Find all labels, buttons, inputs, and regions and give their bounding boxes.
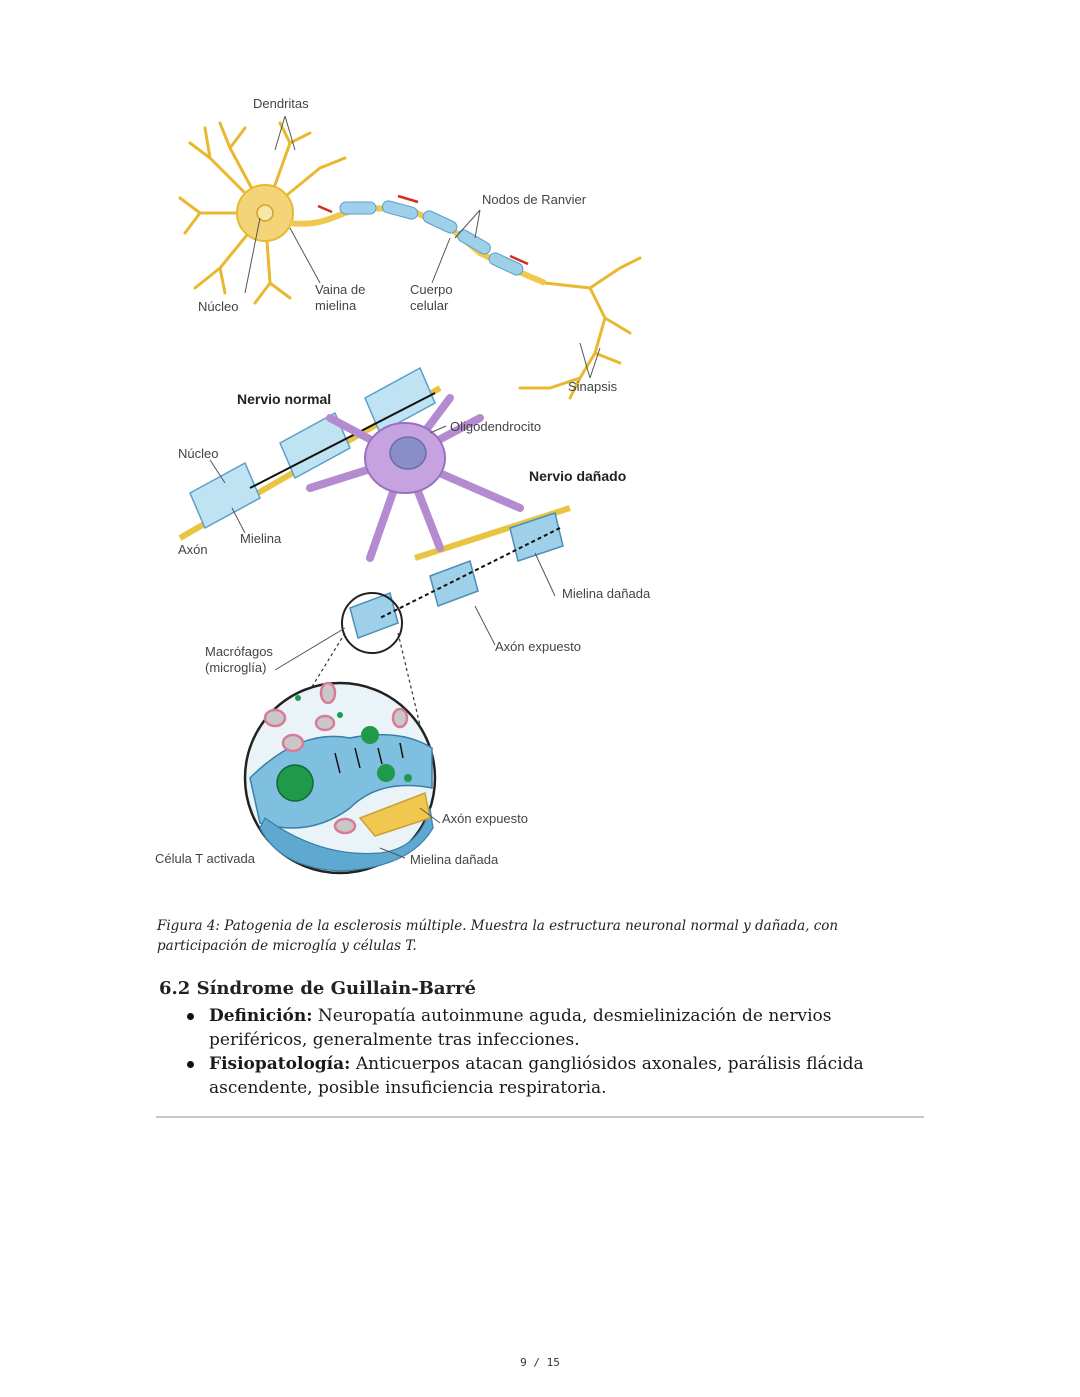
bullet-icon bbox=[187, 1061, 194, 1068]
list-item bbox=[184, 1004, 934, 1052]
label-macrofagos-1: Macrófagos bbox=[205, 644, 273, 659]
bullet-icon bbox=[187, 1013, 194, 1020]
item-label: Fisiopatología: bbox=[209, 1054, 351, 1074]
signal-arrow-icon bbox=[398, 196, 418, 202]
section-title: 6.2 Síndrome de Guillain-Barré bbox=[159, 978, 476, 999]
label-cuerpo-2: celular bbox=[410, 298, 449, 313]
signal-arrow-icon bbox=[318, 206, 332, 212]
label-axon-expuesto-2: Axón expuesto bbox=[442, 811, 529, 826]
label-mielina: Mielina bbox=[240, 531, 282, 546]
label-mielina-danada-2: Mielina dañada bbox=[410, 852, 499, 867]
horizontal-rule bbox=[156, 1116, 924, 1118]
label-vaina-1: Vaina de bbox=[315, 282, 366, 297]
label-nodos-ranvier: Nodos de Ranvier bbox=[482, 192, 587, 207]
label-vaina-2: mielina bbox=[315, 298, 357, 313]
ms-pathogenesis-figure bbox=[150, 88, 690, 888]
axon-line bbox=[290, 208, 545, 283]
item-text: Anticuerpos atacan gangliósidos axonales, parálisis flácida ascendente, posible insuficiencia respiratoria. bbox=[209, 1054, 864, 1098]
neuron-diagram bbox=[150, 88, 690, 888]
bullet-list bbox=[184, 1004, 934, 1100]
label-cuerpo-1: Cuerpo bbox=[410, 282, 453, 297]
page-number: 9 / 15 bbox=[520, 1356, 560, 1369]
label-nucleo-top: Núcleo bbox=[198, 299, 239, 314]
label-nervio-normal: Nervio normal bbox=[237, 391, 332, 407]
label-dendritas: Dendritas bbox=[253, 96, 309, 111]
label-mielina-danada: Mielina dañada bbox=[562, 586, 651, 601]
leader-lines bbox=[245, 116, 600, 378]
label-oligodendrocito: Oligodendrocito bbox=[450, 419, 542, 434]
label-celula-t: Célula T activada bbox=[155, 851, 255, 866]
myelin-segments bbox=[340, 200, 525, 277]
neuron-illustration bbox=[180, 123, 640, 398]
label-nervio-danado: Nervio dañado bbox=[529, 468, 627, 484]
label-nucleo-mid: Núcleo bbox=[178, 446, 219, 461]
list-item bbox=[184, 1052, 934, 1100]
label-axon: Axón bbox=[178, 542, 208, 557]
magnified-view bbox=[245, 683, 435, 873]
figure-caption: Figura 4: Patogenia de la esclerosis múltiple. Muestra la estructura neuronal normal y dañada, con participación de microglía y células T. bbox=[157, 918, 839, 954]
label-macrofagos-2: (microglía) bbox=[205, 660, 267, 675]
label-sinapsis: Sinapsis bbox=[568, 379, 618, 394]
label-axon-expuesto: Axón expuesto bbox=[495, 639, 582, 654]
item-text: Neuropatía autoinmune aguda, desmielinización de nervios periféricos, generalmente tras infecciones. bbox=[209, 1006, 832, 1050]
item-label: Definición: bbox=[209, 1006, 313, 1026]
